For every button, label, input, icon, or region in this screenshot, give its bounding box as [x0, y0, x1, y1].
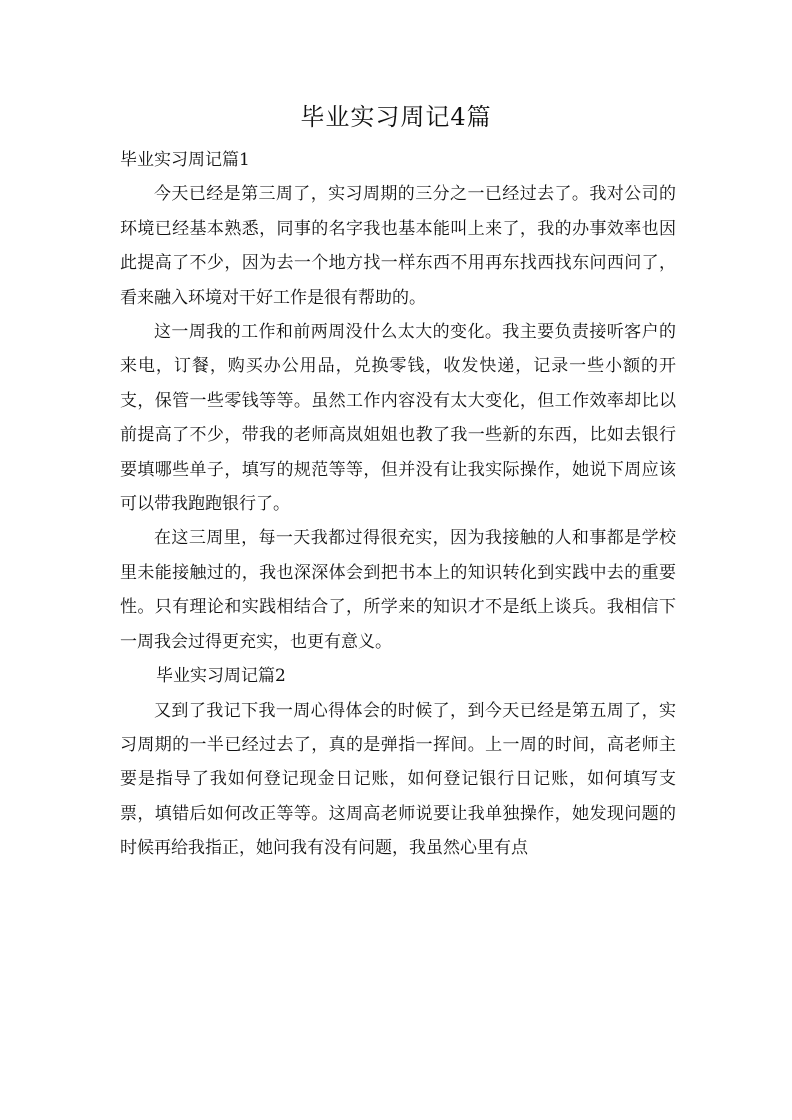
paragraph: 今天已经是第三周了，实习周期的三分之一已经过去了。我对公司的环境已经基本熟悉，同事的名字我也基本能叫上来了，我的办事效率也因此提高了不少，因为去一个地方找一样东西不用再东找西找东问西问了，看来融入环境对干好工作是很有帮助的。 [120, 184, 676, 308]
section-heading-2: 毕业实习周记篇2 [156, 666, 286, 687]
document-body [120, 143, 676, 866]
paragraph: 又到了我记下我一周心得体会的时候了，到今天已经是第五周了，实习周期的一半已经过去了，真的是弹指一挥间。上一周的时间，高老师主要是指导了我如何登记现金日记账，如何登记银行日记账，如何填写支票，填错后如何改正等等。这周高老师说要让我单独操作，她发现问题的时候再给我指正，她问我有没有问题，我虽然心里有点 [120, 700, 676, 859]
document-title: 毕业实习周记4篇 [300, 103, 492, 131]
paragraph: 这一周我的工作和前两周没什么太大的变化。我主要负责接听客户的来电，订餐，购买办公用品，兑换零钱，收发快递，记录一些小额的开支，保管一些零钱等等。虽然工作内容没有太大变化，但工作效率却比以前提高了不少，带我的老师高岚姐姐也教了我一些新的东西，比如去银行要填哪些单子，填写的规范等等，但并没有让我实际操作，她说下周应该可以带我跑跑银行了。 [120, 322, 676, 515]
paragraph: 在这三周里，每一天我都过得很充实，因为我接触的人和事都是学校里未能接触过的，我也深深体会到把书本上的知识转化到实践中去的重要性。只有理论和实践相结合了，所学来的知识才不是纸上谈兵。我相信下一周我会过得更充实，也更有意义。 [120, 528, 676, 652]
section-heading-1: 毕业实习周记篇1 [120, 150, 250, 170]
